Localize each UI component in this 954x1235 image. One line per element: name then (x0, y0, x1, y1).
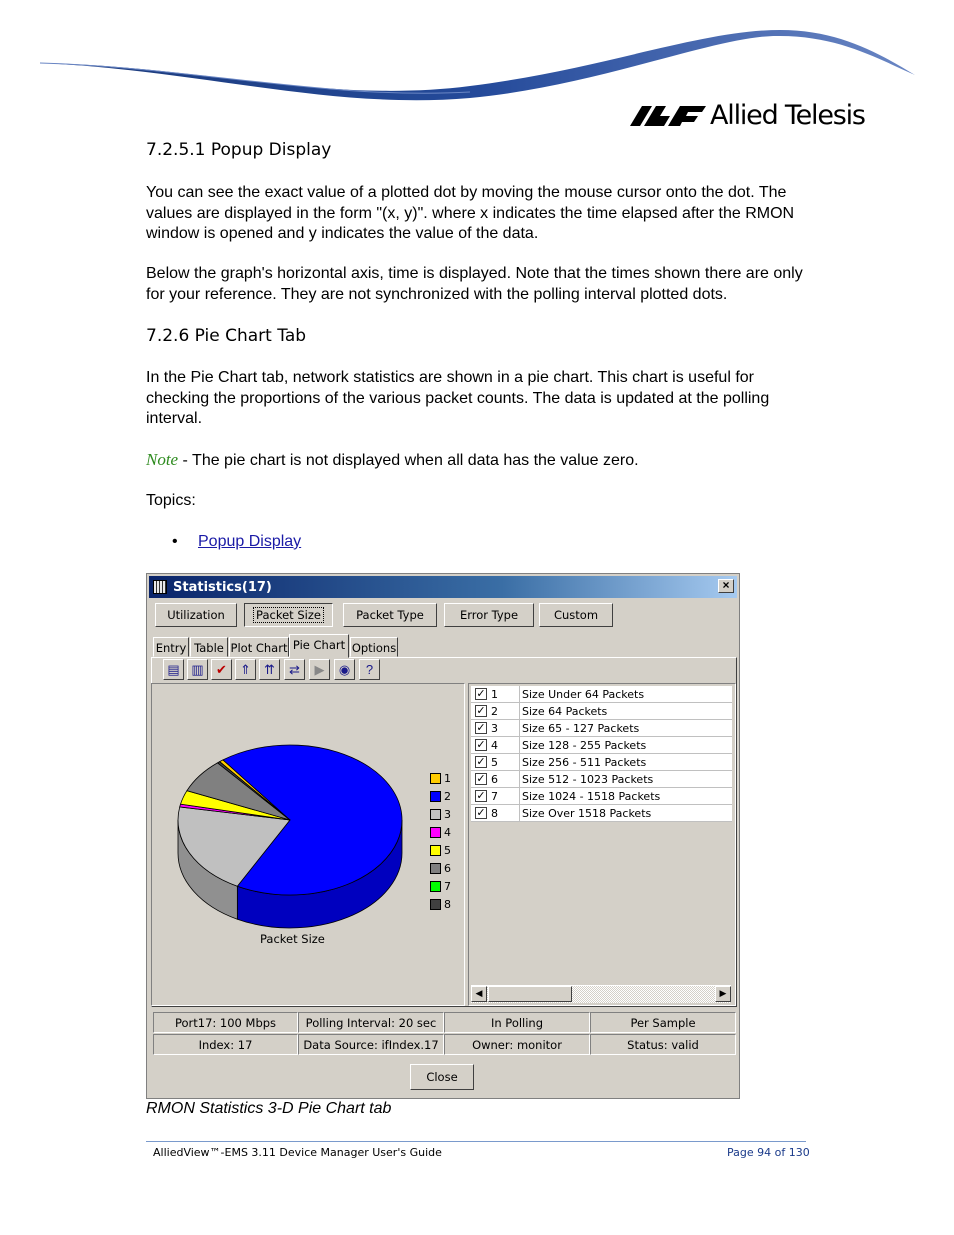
checkbox[interactable]: ✓ (476, 806, 486, 819)
pie-chart (152, 684, 464, 1005)
legend-swatch (430, 863, 441, 874)
list-item-number: 8 (491, 807, 498, 820)
page-number: Page 94 of 130 (727, 1146, 810, 1159)
legend-label: 8 (444, 898, 451, 911)
list-item[interactable] (471, 720, 732, 737)
legend-swatch (430, 809, 441, 820)
paragraph: Below the graph's horizontal axis, time is displayed. Note that the times shown there are only for your reference. They are not synchronized with the polling interval plotted dots. (146, 265, 803, 303)
checkbox[interactable]: ✓ (476, 704, 486, 717)
legend-label: 7 (444, 880, 451, 893)
legend-label: 5 (444, 844, 451, 857)
check-down-icon[interactable]: ✔ (211, 659, 232, 680)
scroll-right-button[interactable]: ▶ (715, 986, 731, 1002)
note-paragraph (146, 450, 816, 472)
scroll-thumb[interactable] (488, 986, 572, 1002)
swap-icon[interactable]: ⇄ (284, 659, 305, 680)
status-data-source: Data Source: ifIndex.17 (298, 1034, 444, 1055)
list-item-number: 3 (491, 722, 498, 735)
popup-display-link[interactable]: Popup Display (198, 533, 302, 550)
list-item-label: Size 64 Packets (522, 705, 608, 718)
list-item-number: 4 (491, 739, 498, 752)
footer-rule (146, 1141, 806, 1142)
list-item-number: 2 (491, 705, 498, 718)
chart-panel (151, 683, 465, 1006)
list-item-number: 6 (491, 773, 498, 786)
paragraph: In the Pie Chart tab, network statistics are shown in a pie chart. This chart is useful for checking the proportions of the various packet counts. The data is updated at the polling interval. (146, 369, 770, 427)
status-status: Status: valid (590, 1034, 736, 1055)
status-index: Index: 17 (153, 1034, 298, 1055)
brand-name: Allied Telesis (710, 100, 865, 131)
list-item-label: Size Over 1518 Packets (522, 807, 652, 820)
close-button[interactable]: Close (410, 1064, 474, 1090)
section-heading-popup-display: 7.2.5.1 Popup Display (146, 140, 332, 160)
upload-icon[interactable]: ⇑ (235, 659, 256, 680)
figure-caption: RMON Statistics 3-D Pie Chart tab (146, 1100, 392, 1117)
column-divider (519, 805, 520, 821)
checkbox[interactable]: ✓ (476, 789, 486, 802)
chart-legend (430, 773, 460, 923)
topic-list-item (172, 532, 472, 553)
checkbox[interactable]: ✓ (476, 721, 486, 734)
legend-swatch (430, 899, 441, 910)
list-item-label: Size 128 - 255 Packets (522, 739, 647, 752)
checkbox[interactable]: ✓ (476, 738, 486, 751)
status-port: Port17: 100 Mbps (153, 1012, 298, 1033)
horizontal-scrollbar[interactable] (471, 985, 731, 1003)
legend-label: 6 (444, 862, 451, 875)
tab-table[interactable]: Table (190, 637, 228, 657)
list-item-number: 7 (491, 790, 498, 803)
column-divider (519, 754, 520, 770)
window-grid-icon (153, 580, 167, 594)
tab-entry[interactable]: Entry (153, 637, 189, 657)
footer-title: AlliedView™-EMS 3.11 Device Manager User's Guide (153, 1146, 442, 1159)
legend-swatch (430, 881, 441, 892)
topics-label: Topics: (146, 492, 196, 509)
note-label: Note (146, 450, 179, 469)
packet-size-button[interactable]: Packet Size (244, 603, 333, 627)
window-close-button[interactable]: × (718, 579, 734, 593)
stack-icon[interactable]: ▤ (163, 659, 184, 680)
legend-swatch (430, 827, 441, 838)
stack-alt-icon[interactable]: ▥ (187, 659, 208, 680)
status-owner: Owner: monitor (444, 1034, 590, 1055)
tab-pie-chart[interactable]: Pie Chart (289, 634, 349, 658)
tab-plot-chart[interactable]: Plot Chart (229, 637, 289, 657)
list-item[interactable] (471, 771, 732, 788)
statistics-window (146, 573, 740, 1099)
double-up-icon[interactable]: ⇈ (259, 659, 280, 680)
packet-type-button[interactable]: Packet Type (343, 603, 437, 627)
checkbox[interactable]: ✓ (476, 687, 486, 700)
list-item-label: Size 512 - 1023 Packets (522, 773, 654, 786)
section-heading-pie-chart-tab: 7.2.6 Pie Chart Tab (146, 326, 307, 346)
window-title: Statistics(17) (173, 580, 272, 595)
list-item-label: Size Under 64 Packets (522, 688, 645, 701)
play-icon[interactable]: ▶ (309, 659, 330, 680)
brand-logo-icon (630, 102, 710, 128)
legend-label: 3 (444, 808, 451, 821)
legend-label: 4 (444, 826, 451, 839)
legend-label: 1 (444, 772, 451, 785)
list-item-number: 1 (491, 688, 498, 701)
paragraph: You can see the exact value of a plotted dot by moving the mouse cursor onto the dot. The values are displayed in the form "(x, y)". where x indicates the time elapsed after the RMON window is opened and y indicates the value of the data. (146, 184, 795, 242)
stop-icon[interactable]: ◉ (334, 659, 355, 680)
scroll-left-button[interactable]: ◀ (471, 986, 487, 1002)
column-divider (519, 737, 520, 753)
column-divider (519, 703, 520, 719)
column-divider (519, 720, 520, 736)
list-item-label: Size 1024 - 1518 Packets (522, 790, 661, 803)
chart-caption: Packet Size (260, 932, 325, 946)
column-divider (519, 686, 520, 702)
utilization-button[interactable]: Utilization (155, 603, 237, 627)
list-item-label: Size 256 - 511 Packets (522, 756, 647, 769)
error-type-button[interactable]: Error Type (444, 603, 534, 627)
checkbox[interactable]: ✓ (476, 772, 486, 785)
list-item-label: Size 65 - 127 Packets (522, 722, 640, 735)
status-sample-mode: Per Sample (590, 1012, 736, 1033)
window-titlebar[interactable] (149, 576, 737, 598)
column-divider (519, 788, 520, 804)
bullet: • (172, 533, 178, 550)
legend-swatch (430, 791, 441, 802)
custom-button[interactable]: Custom (539, 603, 613, 627)
column-divider (519, 771, 520, 787)
list-item[interactable] (471, 703, 732, 720)
list-item[interactable] (471, 737, 732, 754)
list-item[interactable] (471, 754, 732, 771)
tab-options[interactable]: Options (350, 637, 398, 657)
list-item[interactable] (471, 788, 732, 805)
note-text: - The pie chart is not displayed when all data has the value zero. (178, 452, 639, 469)
list-item[interactable] (471, 805, 732, 822)
status-polling-state: In Polling (444, 1012, 590, 1033)
help-icon[interactable]: ? (359, 659, 380, 680)
series-list-panel (468, 683, 736, 1006)
legend-swatch (430, 845, 441, 856)
status-polling-interval: Polling Interval: 20 sec (298, 1012, 444, 1033)
checkbox[interactable]: ✓ (476, 755, 486, 768)
legend-label: 2 (444, 790, 451, 803)
list-item-number: 5 (491, 756, 498, 769)
list-item[interactable] (471, 686, 732, 703)
legend-swatch (430, 773, 441, 784)
